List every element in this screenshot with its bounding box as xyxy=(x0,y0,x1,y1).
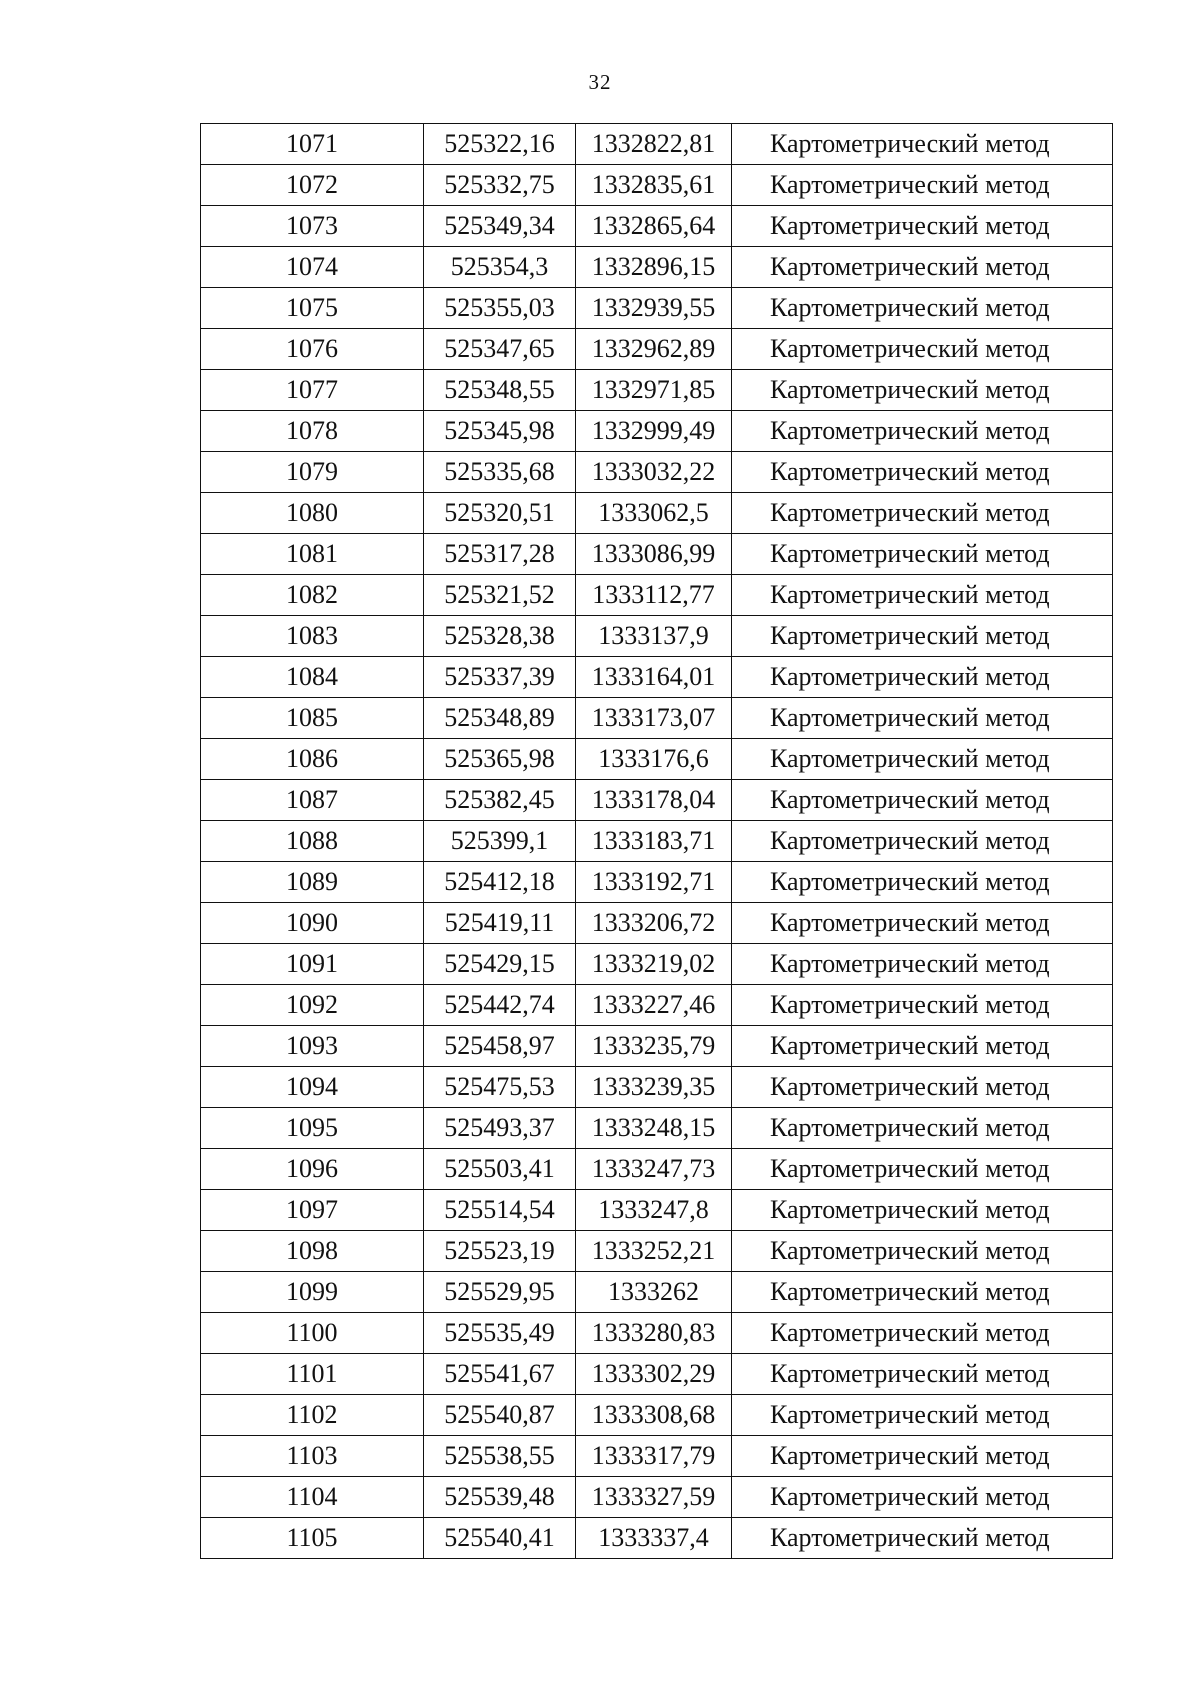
table-row xyxy=(201,944,1113,985)
x-coordinate-cell: 525412,18 xyxy=(424,862,576,903)
table-row xyxy=(201,1108,1113,1149)
table-row xyxy=(201,1477,1113,1518)
point-number-cell: 1097 xyxy=(201,1190,424,1231)
method-cell: Картометрический метод xyxy=(732,534,1113,575)
y-coordinate-cell: 1333252,21 xyxy=(576,1231,732,1272)
y-coordinate-cell: 1332865,64 xyxy=(576,206,732,247)
y-coordinate-cell: 1332822,81 xyxy=(576,124,732,165)
x-coordinate-cell: 525345,98 xyxy=(424,411,576,452)
table-row xyxy=(201,739,1113,780)
method-cell: Картометрический метод xyxy=(732,411,1113,452)
y-coordinate-cell: 1333173,07 xyxy=(576,698,732,739)
method-cell: Картометрический метод xyxy=(732,165,1113,206)
point-number-cell: 1074 xyxy=(201,247,424,288)
point-number-cell: 1089 xyxy=(201,862,424,903)
y-coordinate-cell: 1333227,46 xyxy=(576,985,732,1026)
y-coordinate-cell: 1333206,72 xyxy=(576,903,732,944)
y-coordinate-cell: 1333302,29 xyxy=(576,1354,732,1395)
point-number-cell: 1092 xyxy=(201,985,424,1026)
table-row xyxy=(201,1067,1113,1108)
table-row xyxy=(201,985,1113,1026)
point-number-cell: 1091 xyxy=(201,944,424,985)
point-number-cell: 1094 xyxy=(201,1067,424,1108)
method-cell: Картометрический метод xyxy=(732,329,1113,370)
table-row xyxy=(201,1149,1113,1190)
x-coordinate-cell: 525349,34 xyxy=(424,206,576,247)
method-cell: Картометрический метод xyxy=(732,616,1113,657)
point-number-cell: 1080 xyxy=(201,493,424,534)
y-coordinate-cell: 1333178,04 xyxy=(576,780,732,821)
x-coordinate-cell: 525335,68 xyxy=(424,452,576,493)
x-coordinate-cell: 525347,65 xyxy=(424,329,576,370)
y-coordinate-cell: 1333164,01 xyxy=(576,657,732,698)
table-row xyxy=(201,329,1113,370)
y-coordinate-cell: 1333183,71 xyxy=(576,821,732,862)
table-row xyxy=(201,1272,1113,1313)
method-cell: Картометрический метод xyxy=(732,1149,1113,1190)
x-coordinate-cell: 525399,1 xyxy=(424,821,576,862)
y-coordinate-cell: 1333248,15 xyxy=(576,1108,732,1149)
table-row xyxy=(201,698,1113,739)
table-row xyxy=(201,247,1113,288)
y-coordinate-cell: 1333192,71 xyxy=(576,862,732,903)
table-row xyxy=(201,575,1113,616)
coordinates-table-body xyxy=(201,124,1113,1559)
y-coordinate-cell: 1332999,49 xyxy=(576,411,732,452)
y-coordinate-cell: 1333032,22 xyxy=(576,452,732,493)
method-cell: Картометрический метод xyxy=(732,1190,1113,1231)
method-cell: Картометрический метод xyxy=(732,1067,1113,1108)
method-cell: Картометрический метод xyxy=(732,575,1113,616)
y-coordinate-cell: 1333317,79 xyxy=(576,1436,732,1477)
point-number-cell: 1095 xyxy=(201,1108,424,1149)
table-row xyxy=(201,1436,1113,1477)
x-coordinate-cell: 525317,28 xyxy=(424,534,576,575)
method-cell: Картометрический метод xyxy=(732,1436,1113,1477)
point-number-cell: 1099 xyxy=(201,1272,424,1313)
point-number-cell: 1072 xyxy=(201,165,424,206)
x-coordinate-cell: 525348,55 xyxy=(424,370,576,411)
point-number-cell: 1105 xyxy=(201,1518,424,1559)
table-row xyxy=(201,493,1113,534)
method-cell: Картометрический метод xyxy=(732,985,1113,1026)
table-row xyxy=(201,1518,1113,1559)
point-number-cell: 1085 xyxy=(201,698,424,739)
method-cell: Картометрический метод xyxy=(732,821,1113,862)
point-number-cell: 1102 xyxy=(201,1395,424,1436)
y-coordinate-cell: 1332835,61 xyxy=(576,165,732,206)
x-coordinate-cell: 525354,3 xyxy=(424,247,576,288)
x-coordinate-cell: 525382,45 xyxy=(424,780,576,821)
method-cell: Картометрический метод xyxy=(732,493,1113,534)
point-number-cell: 1081 xyxy=(201,534,424,575)
method-cell: Картометрический метод xyxy=(732,370,1113,411)
point-number-cell: 1098 xyxy=(201,1231,424,1272)
table-row xyxy=(201,1395,1113,1436)
point-number-cell: 1100 xyxy=(201,1313,424,1354)
x-coordinate-cell: 525475,53 xyxy=(424,1067,576,1108)
y-coordinate-cell: 1333337,4 xyxy=(576,1518,732,1559)
y-coordinate-cell: 1333062,5 xyxy=(576,493,732,534)
x-coordinate-cell: 525419,11 xyxy=(424,903,576,944)
x-coordinate-cell: 525458,97 xyxy=(424,1026,576,1067)
point-number-cell: 1101 xyxy=(201,1354,424,1395)
method-cell: Картометрический метод xyxy=(732,780,1113,821)
x-coordinate-cell: 525348,89 xyxy=(424,698,576,739)
table-row xyxy=(201,1026,1113,1067)
y-coordinate-cell: 1333219,02 xyxy=(576,944,732,985)
method-cell: Картометрический метод xyxy=(732,862,1113,903)
method-cell: Картометрический метод xyxy=(732,288,1113,329)
y-coordinate-cell: 1333327,59 xyxy=(576,1477,732,1518)
y-coordinate-cell: 1333176,6 xyxy=(576,739,732,780)
table-row xyxy=(201,1313,1113,1354)
point-number-cell: 1077 xyxy=(201,370,424,411)
method-cell: Картометрический метод xyxy=(732,1231,1113,1272)
y-coordinate-cell: 1333308,68 xyxy=(576,1395,732,1436)
point-number-cell: 1090 xyxy=(201,903,424,944)
method-cell: Картометрический метод xyxy=(732,739,1113,780)
y-coordinate-cell: 1333086,99 xyxy=(576,534,732,575)
method-cell: Картометрический метод xyxy=(732,944,1113,985)
point-number-cell: 1071 xyxy=(201,124,424,165)
method-cell: Картометрический метод xyxy=(732,1026,1113,1067)
y-coordinate-cell: 1332896,15 xyxy=(576,247,732,288)
point-number-cell: 1104 xyxy=(201,1477,424,1518)
y-coordinate-cell: 1333235,79 xyxy=(576,1026,732,1067)
table-row xyxy=(201,165,1113,206)
table-row xyxy=(201,616,1113,657)
point-number-cell: 1073 xyxy=(201,206,424,247)
y-coordinate-cell: 1333247,8 xyxy=(576,1190,732,1231)
method-cell: Картометрический метод xyxy=(732,1395,1113,1436)
coordinates-table xyxy=(200,123,1113,1559)
method-cell: Картометрический метод xyxy=(732,903,1113,944)
x-coordinate-cell: 525538,55 xyxy=(424,1436,576,1477)
point-number-cell: 1096 xyxy=(201,1149,424,1190)
y-coordinate-cell: 1333239,35 xyxy=(576,1067,732,1108)
table-row xyxy=(201,534,1113,575)
x-coordinate-cell: 525429,15 xyxy=(424,944,576,985)
method-cell: Картометрический метод xyxy=(732,247,1113,288)
table-row xyxy=(201,1190,1113,1231)
point-number-cell: 1079 xyxy=(201,452,424,493)
table-row xyxy=(201,206,1113,247)
x-coordinate-cell: 525337,39 xyxy=(424,657,576,698)
x-coordinate-cell: 525493,37 xyxy=(424,1108,576,1149)
x-coordinate-cell: 525535,49 xyxy=(424,1313,576,1354)
y-coordinate-cell: 1333280,83 xyxy=(576,1313,732,1354)
x-coordinate-cell: 525328,38 xyxy=(424,616,576,657)
x-coordinate-cell: 525514,54 xyxy=(424,1190,576,1231)
point-number-cell: 1086 xyxy=(201,739,424,780)
method-cell: Картометрический метод xyxy=(732,206,1113,247)
y-coordinate-cell: 1333112,77 xyxy=(576,575,732,616)
method-cell: Картометрический метод xyxy=(732,1518,1113,1559)
point-number-cell: 1093 xyxy=(201,1026,424,1067)
method-cell: Картометрический метод xyxy=(732,698,1113,739)
x-coordinate-cell: 525332,75 xyxy=(424,165,576,206)
table-row xyxy=(201,370,1113,411)
table-row xyxy=(201,1354,1113,1395)
x-coordinate-cell: 525529,95 xyxy=(424,1272,576,1313)
table-row xyxy=(201,862,1113,903)
x-coordinate-cell: 525503,41 xyxy=(424,1149,576,1190)
x-coordinate-cell: 525523,19 xyxy=(424,1231,576,1272)
table-row xyxy=(201,821,1113,862)
point-number-cell: 1088 xyxy=(201,821,424,862)
y-coordinate-cell: 1333262 xyxy=(576,1272,732,1313)
method-cell: Картометрический метод xyxy=(732,657,1113,698)
method-cell: Картометрический метод xyxy=(732,1354,1113,1395)
point-number-cell: 1075 xyxy=(201,288,424,329)
point-number-cell: 1087 xyxy=(201,780,424,821)
y-coordinate-cell: 1332971,85 xyxy=(576,370,732,411)
x-coordinate-cell: 525442,74 xyxy=(424,985,576,1026)
table-row xyxy=(201,657,1113,698)
table-row xyxy=(201,452,1113,493)
point-number-cell: 1078 xyxy=(201,411,424,452)
table-row xyxy=(201,780,1113,821)
table-row xyxy=(201,1231,1113,1272)
x-coordinate-cell: 525539,48 xyxy=(424,1477,576,1518)
point-number-cell: 1103 xyxy=(201,1436,424,1477)
table-row xyxy=(201,903,1113,944)
method-cell: Картометрический метод xyxy=(732,1477,1113,1518)
method-cell: Картометрический метод xyxy=(732,1272,1113,1313)
method-cell: Картометрический метод xyxy=(732,1108,1113,1149)
method-cell: Картометрический метод xyxy=(732,452,1113,493)
x-coordinate-cell: 525355,03 xyxy=(424,288,576,329)
x-coordinate-cell: 525322,16 xyxy=(424,124,576,165)
point-number-cell: 1084 xyxy=(201,657,424,698)
point-number-cell: 1076 xyxy=(201,329,424,370)
x-coordinate-cell: 525365,98 xyxy=(424,739,576,780)
y-coordinate-cell: 1333247,73 xyxy=(576,1149,732,1190)
x-coordinate-cell: 525321,52 xyxy=(424,575,576,616)
y-coordinate-cell: 1333137,9 xyxy=(576,616,732,657)
y-coordinate-cell: 1332962,89 xyxy=(576,329,732,370)
method-cell: Картометрический метод xyxy=(732,124,1113,165)
x-coordinate-cell: 525541,67 xyxy=(424,1354,576,1395)
point-number-cell: 1083 xyxy=(201,616,424,657)
y-coordinate-cell: 1332939,55 xyxy=(576,288,732,329)
page-number: 32 xyxy=(588,70,612,94)
x-coordinate-cell: 525540,87 xyxy=(424,1395,576,1436)
method-cell: Картометрический метод xyxy=(732,1313,1113,1354)
table-row xyxy=(201,124,1113,165)
x-coordinate-cell: 525540,41 xyxy=(424,1518,576,1559)
x-coordinate-cell: 525320,51 xyxy=(424,493,576,534)
point-number-cell: 1082 xyxy=(201,575,424,616)
table-row xyxy=(201,411,1113,452)
table-row xyxy=(201,288,1113,329)
